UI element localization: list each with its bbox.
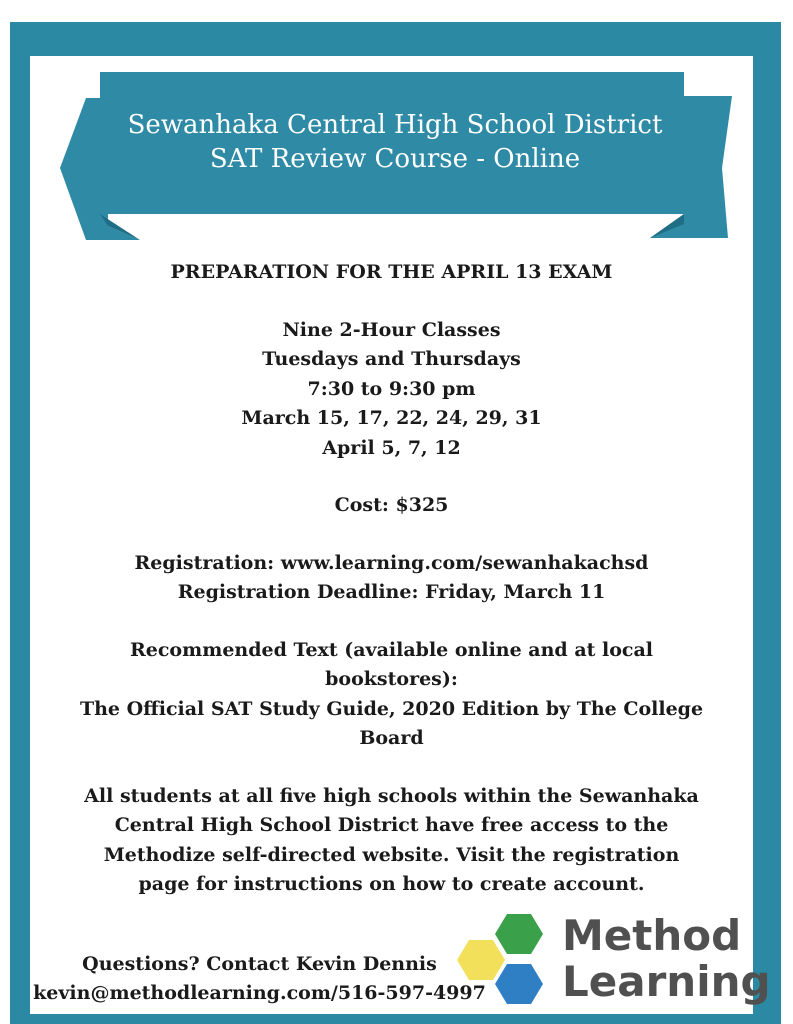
banner-title-line1: Sewanhaka Central High School District	[127, 110, 663, 140]
contact-name: Questions? Contact Kevin Dennis	[82, 953, 437, 975]
logo-word-learning: Learning	[562, 957, 771, 1006]
banner-title	[100, 108, 690, 176]
exam-heading: PREPARATION FOR THE APRIL 13 EXAM	[170, 261, 613, 283]
access-note-line1: All students at all five high schools within the Sewanhaka	[84, 784, 699, 807]
access-note-line2: Central High School District have free access to the	[114, 814, 669, 836]
banner-title-line2: SAT Review Course - Online	[209, 144, 581, 174]
access-note-line3: Methodize self-directed website. Visit the registration	[103, 843, 680, 866]
contact-email-phone: kevin@methodlearning.com/516-597-4997	[33, 982, 486, 1004]
schedule-march-dates: March 15, 17, 22, 24, 29, 31	[241, 407, 542, 429]
recommended-text-line1: Recommended Text (available online and at local	[129, 638, 654, 661]
recommended-text-line4: Board	[359, 727, 424, 749]
registration-url: Registration: www.learning.com/sewanhakachsd	[134, 551, 649, 574]
flyer-content	[30, 258, 753, 900]
recommended-text-line2: bookstores):	[325, 668, 458, 690]
hexagon-cluster-icon	[455, 910, 555, 1006]
contact-block	[12, 950, 507, 1008]
cost-line: Cost: $325	[334, 494, 449, 516]
registration-deadline: Registration Deadline: Friday, March 11	[177, 581, 606, 603]
access-note-line4: page for instructions on how to create account.	[138, 873, 645, 895]
schedule-time: 7:30 to 9:30 pm	[307, 377, 476, 400]
schedule-april-dates: April 5, 7, 12	[322, 436, 461, 459]
schedule-classes: Nine 2-Hour Classes	[282, 318, 501, 341]
hex-green	[495, 914, 543, 954]
logo-word-method: Method	[562, 911, 742, 960]
schedule-days: Tuesdays and Thursdays	[262, 348, 521, 370]
hex-blue	[495, 964, 543, 1004]
hex-yellow	[457, 940, 505, 980]
recommended-text-line3: The Official SAT Study Guide, 2020 Edition by The College	[79, 697, 704, 720]
method-learning-logo	[562, 913, 771, 1005]
